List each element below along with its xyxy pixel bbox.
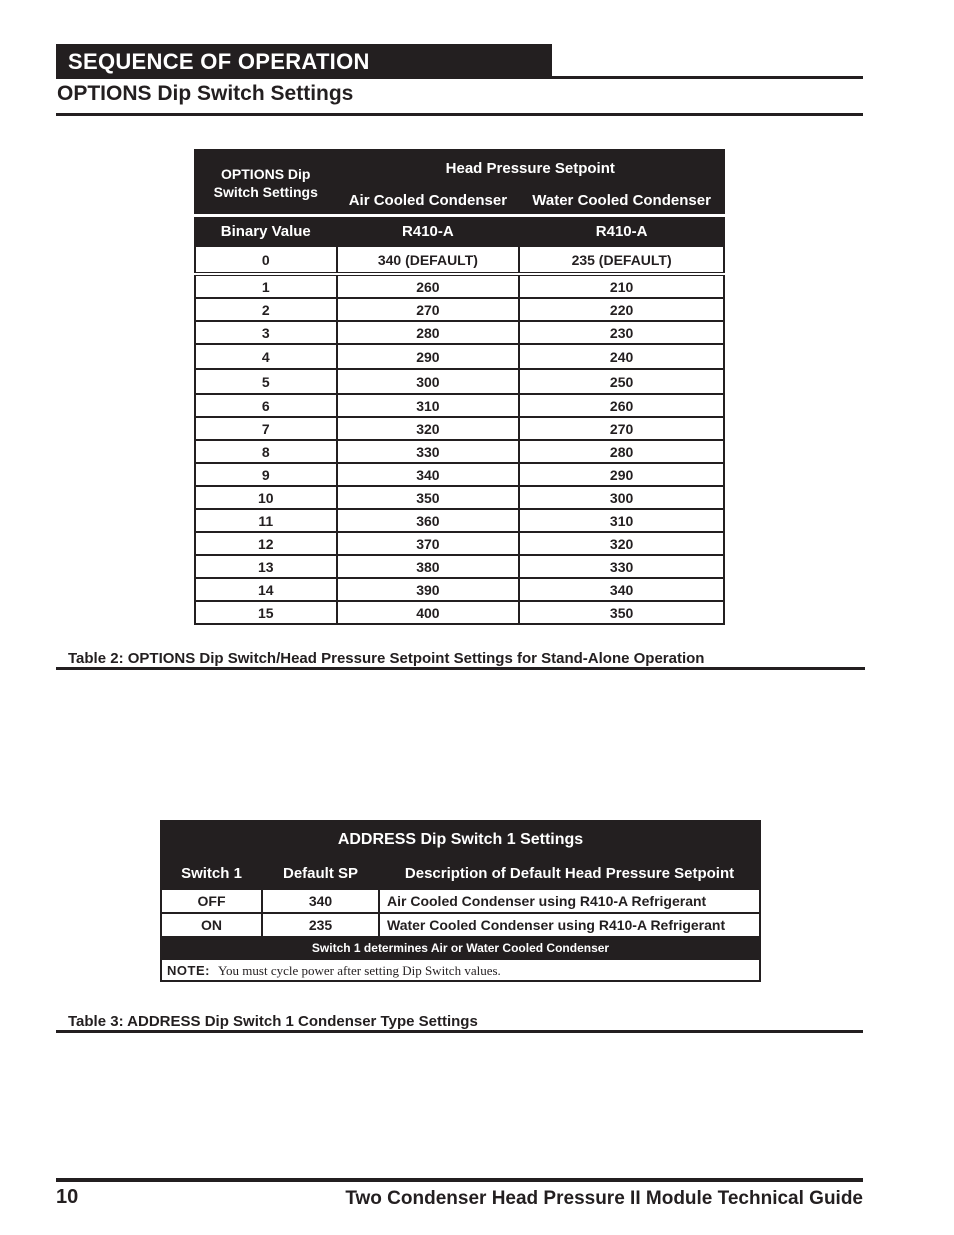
binary-value-cell: 13 <box>195 555 337 578</box>
water-cooled-setpoint-cell: 340 <box>519 578 724 601</box>
guide-title: Two Condenser Head Pressure II Module Technical Guide <box>345 1188 863 1209</box>
corner-header <box>195 150 337 216</box>
table2-caption: Table 2: OPTIONS Dip Switch/Head Pressure Setpoint Settings for Stand-Alone Operation <box>68 650 705 667</box>
default-sp-cell: 340 <box>262 889 379 913</box>
switch-state-cell: OFF <box>161 889 262 913</box>
options-dip-switch-table <box>194 149 725 625</box>
table-row <box>195 555 724 578</box>
section-title: SEQUENCE OF OPERATION <box>56 44 552 77</box>
corner-header-label: OPTIONS Dip Switch Settings <box>213 165 318 200</box>
water-cooled-setpoint-cell: 220 <box>519 298 724 321</box>
water-cooled-setpoint-cell: 210 <box>519 274 724 298</box>
table3-caption: Table 3: ADDRESS Dip Switch 1 Condenser Type Settings <box>68 1013 478 1030</box>
water-cooled-setpoint-cell: 240 <box>519 344 724 369</box>
table-row <box>195 509 724 532</box>
water-cooled-setpoint-cell: 290 <box>519 463 724 486</box>
table-row <box>195 274 724 298</box>
water-cooled-setpoint-cell: 300 <box>519 486 724 509</box>
water-cooled-setpoint-cell: 260 <box>519 394 724 417</box>
table-row <box>161 889 760 913</box>
table-row <box>195 417 724 440</box>
air-cooled-setpoint-cell: 300 <box>337 369 520 394</box>
switch-state-cell: ON <box>161 913 262 937</box>
address-table-body <box>161 889 760 937</box>
group-header: Head Pressure Setpoint <box>337 150 724 186</box>
table3-caption-rule <box>56 1030 863 1033</box>
water-cooled-setpoint-cell: 350 <box>519 601 724 624</box>
binary-value-cell: 12 <box>195 532 337 555</box>
footer-rule <box>56 1178 863 1182</box>
water-cooled-setpoint-cell: 310 <box>519 509 724 532</box>
binary-value-cell: 14 <box>195 578 337 601</box>
header-rule-bottom <box>56 113 863 116</box>
col-header-switch: Switch 1 <box>161 858 262 889</box>
binary-value-cell: 0 <box>195 246 337 274</box>
water-cooled-setpoint-cell: 320 <box>519 532 724 555</box>
air-cooled-setpoint-cell: 270 <box>337 298 520 321</box>
air-cooled-setpoint-cell: 340 <box>337 463 520 486</box>
col-header-description: Description of Default Head Pressure Setpoint <box>379 858 760 889</box>
air-cooled-setpoint-cell: 400 <box>337 601 520 624</box>
col-header-default-sp: Default SP <box>262 858 379 889</box>
table-row <box>195 486 724 509</box>
binary-value-cell: 7 <box>195 417 337 440</box>
binary-value-cell: 9 <box>195 463 337 486</box>
col-header-binary: Binary Value <box>195 216 337 247</box>
note-label: NOTE: <box>167 962 210 978</box>
binary-value-cell: 8 <box>195 440 337 463</box>
air-cooled-setpoint-cell: 380 <box>337 555 520 578</box>
water-cooled-setpoint-cell: 230 <box>519 321 724 344</box>
air-cooled-setpoint-cell: 390 <box>337 578 520 601</box>
binary-value-cell: 4 <box>195 344 337 369</box>
binary-value-cell: 5 <box>195 369 337 394</box>
options-table-body <box>195 246 724 624</box>
air-cooled-setpoint-cell: 360 <box>337 509 520 532</box>
binary-value-cell: 15 <box>195 601 337 624</box>
air-cooled-setpoint-cell: 350 <box>337 486 520 509</box>
col-header-air-refrigerant: R410-A <box>337 216 520 247</box>
air-cooled-setpoint-cell: 260 <box>337 274 520 298</box>
page-number: 10 <box>56 1186 79 1208</box>
air-cooled-setpoint-cell: 340 (DEFAULT) <box>337 246 520 274</box>
binary-value-cell: 11 <box>195 509 337 532</box>
address-table-title: ADDRESS Dip Switch 1 Settings <box>161 821 760 858</box>
air-cooled-setpoint-cell: 320 <box>337 417 520 440</box>
water-cooled-setpoint-cell: 330 <box>519 555 724 578</box>
water-cooled-setpoint-cell: 280 <box>519 440 724 463</box>
binary-value-cell: 3 <box>195 321 337 344</box>
address-table-footer: Switch 1 determines Air or Water Cooled Condenser <box>161 937 760 959</box>
table-row <box>195 440 724 463</box>
air-cooled-setpoint-cell: 310 <box>337 394 520 417</box>
table-row <box>195 394 724 417</box>
col-header-water: Water Cooled Condenser <box>519 186 724 216</box>
table-row <box>195 344 724 369</box>
air-cooled-setpoint-cell: 370 <box>337 532 520 555</box>
table-row <box>195 246 724 274</box>
col-header-air: Air Cooled Condenser <box>337 186 520 216</box>
water-cooled-setpoint-cell: 235 (DEFAULT) <box>519 246 724 274</box>
table2-caption-rule <box>56 667 865 670</box>
address-table-note <box>161 959 760 981</box>
air-cooled-setpoint-cell: 290 <box>337 344 520 369</box>
binary-value-cell: 10 <box>195 486 337 509</box>
description-cell: Air Cooled Condenser using R410-A Refrigerant <box>379 889 760 913</box>
default-sp-cell: 235 <box>262 913 379 937</box>
header-rule-top <box>56 76 863 79</box>
table-row <box>195 463 724 486</box>
air-cooled-setpoint-cell: 280 <box>337 321 520 344</box>
table-row <box>195 369 724 394</box>
water-cooled-setpoint-cell: 250 <box>519 369 724 394</box>
air-cooled-setpoint-cell: 330 <box>337 440 520 463</box>
table-row <box>195 601 724 624</box>
water-cooled-setpoint-cell: 270 <box>519 417 724 440</box>
table-row <box>195 578 724 601</box>
description-cell: Water Cooled Condenser using R410-A Refrigerant <box>379 913 760 937</box>
table-row <box>195 321 724 344</box>
table-row <box>195 532 724 555</box>
binary-value-cell: 1 <box>195 274 337 298</box>
table-row <box>195 298 724 321</box>
address-dip-switch-table <box>160 820 761 982</box>
note-text: You must cycle power after setting Dip Switch values. <box>217 962 501 978</box>
binary-value-cell: 6 <box>195 394 337 417</box>
col-header-water-refrigerant: R410-A <box>519 216 724 247</box>
table-row <box>161 913 760 937</box>
binary-value-cell: 2 <box>195 298 337 321</box>
page-subtitle: OPTIONS Dip Switch Settings <box>57 82 354 105</box>
